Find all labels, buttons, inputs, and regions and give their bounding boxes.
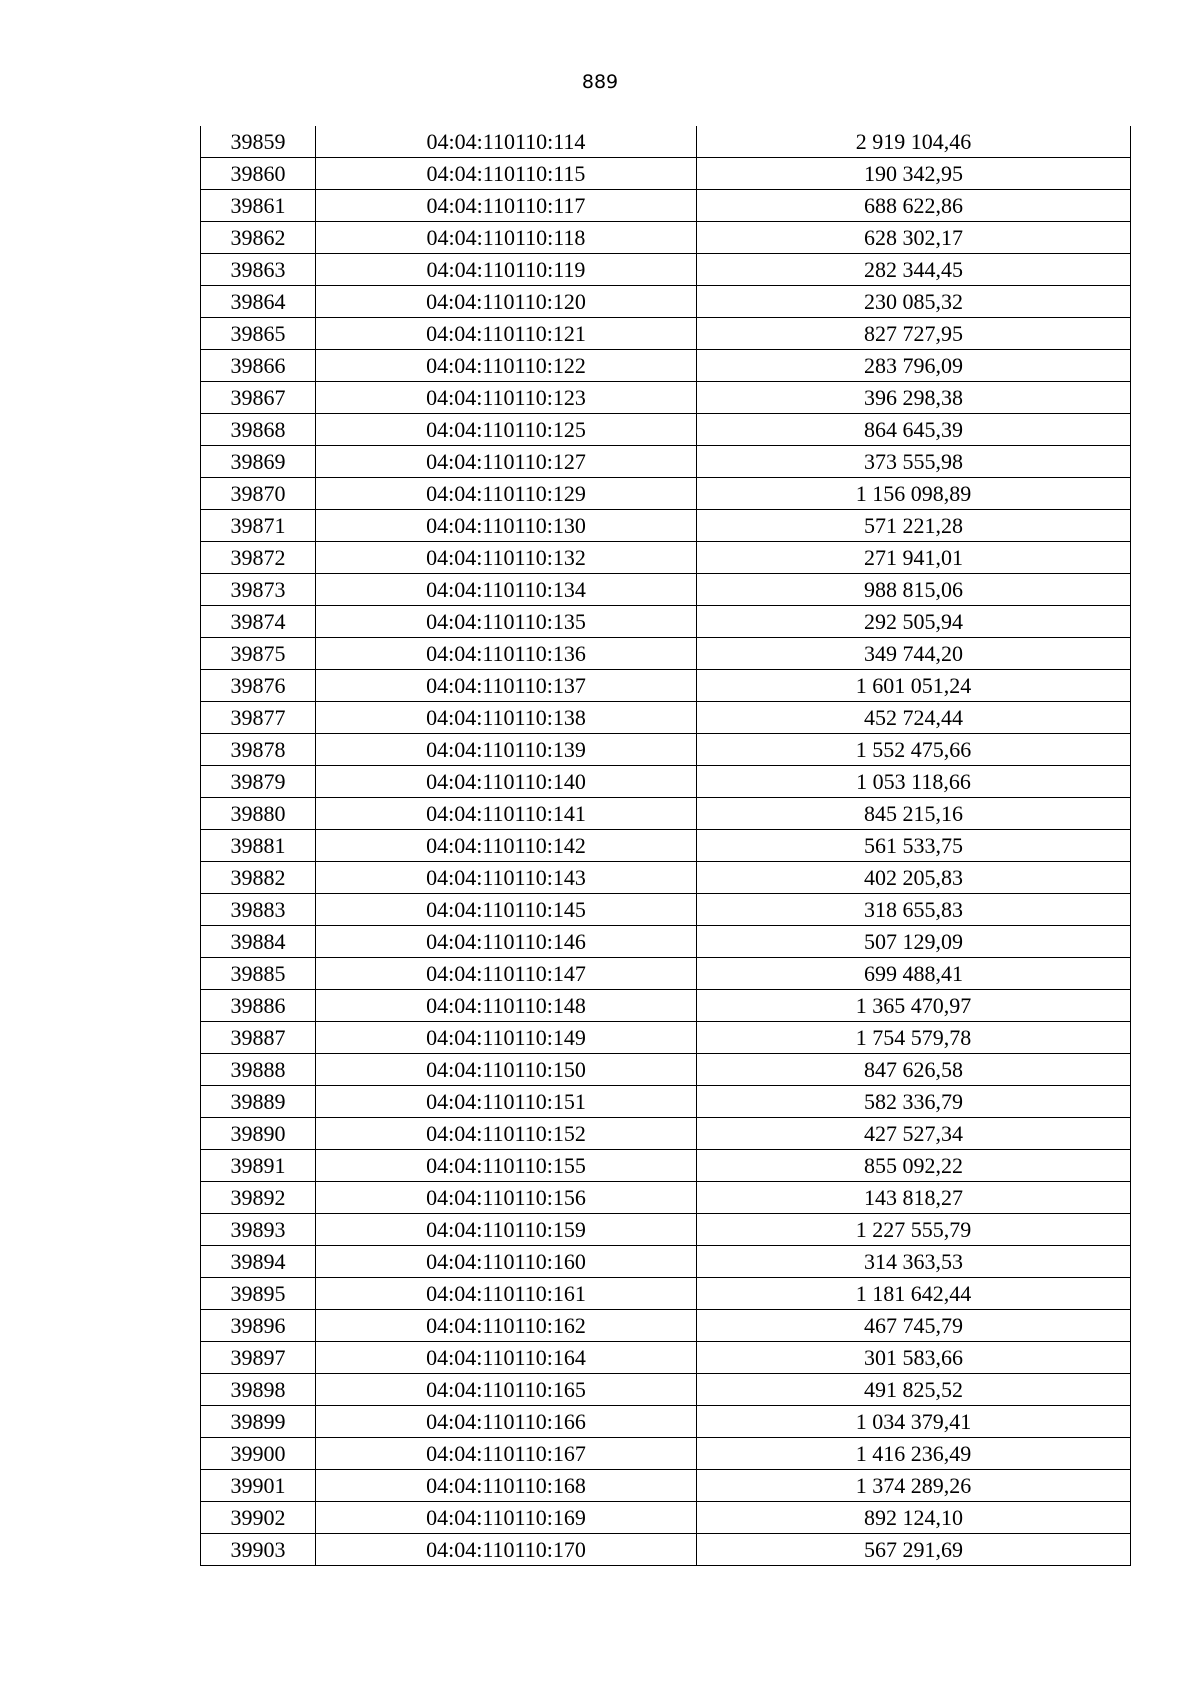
value-cell: 427 527,34 <box>697 1118 1131 1150</box>
value-cell: 452 724,44 <box>697 702 1131 734</box>
table-row <box>201 446 1131 478</box>
cadastral-number-cell: 04:04:110110:134 <box>316 574 697 606</box>
table-row <box>201 286 1131 318</box>
value-cell: 282 344,45 <box>697 254 1131 286</box>
table-row <box>201 862 1131 894</box>
row-number-cell: 39894 <box>201 1246 316 1278</box>
value-cell: 143 818,27 <box>697 1182 1131 1214</box>
table-row <box>201 1054 1131 1086</box>
table-row <box>201 1406 1131 1438</box>
cadastral-number-cell: 04:04:110110:119 <box>316 254 697 286</box>
table-row <box>201 574 1131 606</box>
value-cell: 230 085,32 <box>697 286 1131 318</box>
cadastral-number-cell: 04:04:110110:161 <box>316 1278 697 1310</box>
row-number-cell: 39868 <box>201 414 316 446</box>
cadastral-number-cell: 04:04:110110:167 <box>316 1438 697 1470</box>
row-number-cell: 39859 <box>201 126 316 158</box>
cadastral-table <box>200 126 1131 1566</box>
table-row <box>201 670 1131 702</box>
cadastral-number-cell: 04:04:110110:150 <box>316 1054 697 1086</box>
cadastral-number-cell: 04:04:110110:123 <box>316 382 697 414</box>
value-cell: 292 505,94 <box>697 606 1131 638</box>
page-number: 889 <box>581 71 619 93</box>
table-row <box>201 1182 1131 1214</box>
table-row <box>201 798 1131 830</box>
row-number-cell: 39864 <box>201 286 316 318</box>
cadastral-number-cell: 04:04:110110:132 <box>316 542 697 574</box>
row-number-cell: 39861 <box>201 190 316 222</box>
value-cell: 827 727,95 <box>697 318 1131 350</box>
value-cell: 1 601 051,24 <box>697 670 1131 702</box>
row-number-cell: 39877 <box>201 702 316 734</box>
row-number-cell: 39873 <box>201 574 316 606</box>
cadastral-number-cell: 04:04:110110:155 <box>316 1150 697 1182</box>
table-row <box>201 414 1131 446</box>
value-cell: 402 205,83 <box>697 862 1131 894</box>
row-number-cell: 39865 <box>201 318 316 350</box>
table-row <box>201 1534 1131 1566</box>
cadastral-number-cell: 04:04:110110:121 <box>316 318 697 350</box>
value-cell: 271 941,01 <box>697 542 1131 574</box>
value-cell: 988 815,06 <box>697 574 1131 606</box>
cadastral-number-cell: 04:04:110110:140 <box>316 766 697 798</box>
table-row <box>201 638 1131 670</box>
row-number-cell: 39860 <box>201 158 316 190</box>
row-number-cell: 39878 <box>201 734 316 766</box>
table-row <box>201 478 1131 510</box>
table-row <box>201 158 1131 190</box>
value-cell: 2 919 104,46 <box>697 126 1131 158</box>
table-row <box>201 542 1131 574</box>
table-row <box>201 1086 1131 1118</box>
value-cell: 283 796,09 <box>697 350 1131 382</box>
table-body <box>201 126 1131 1566</box>
table-row <box>201 1342 1131 1374</box>
table-row <box>201 1022 1131 1054</box>
table-row <box>201 606 1131 638</box>
row-number-cell: 39876 <box>201 670 316 702</box>
row-number-cell: 39881 <box>201 830 316 862</box>
cadastral-number-cell: 04:04:110110:145 <box>316 894 697 926</box>
value-cell: 467 745,79 <box>697 1310 1131 1342</box>
value-cell: 373 555,98 <box>697 446 1131 478</box>
cadastral-number-cell: 04:04:110110:156 <box>316 1182 697 1214</box>
row-number-cell: 39895 <box>201 1278 316 1310</box>
value-cell: 1 034 379,41 <box>697 1406 1131 1438</box>
value-cell: 1 552 475,66 <box>697 734 1131 766</box>
row-number-cell: 39871 <box>201 510 316 542</box>
row-number-cell: 39862 <box>201 222 316 254</box>
cadastral-number-cell: 04:04:110110:127 <box>316 446 697 478</box>
cadastral-number-cell: 04:04:110110:135 <box>316 606 697 638</box>
cadastral-number-cell: 04:04:110110:117 <box>316 190 697 222</box>
table-row <box>201 1502 1131 1534</box>
value-cell: 1 156 098,89 <box>697 478 1131 510</box>
cadastral-number-cell: 04:04:110110:147 <box>316 958 697 990</box>
value-cell: 845 215,16 <box>697 798 1131 830</box>
cadastral-number-cell: 04:04:110110:143 <box>316 862 697 894</box>
cadastral-number-cell: 04:04:110110:118 <box>316 222 697 254</box>
table-row <box>201 510 1131 542</box>
table-row <box>201 1438 1131 1470</box>
cadastral-number-cell: 04:04:110110:138 <box>316 702 697 734</box>
value-cell: 582 336,79 <box>697 1086 1131 1118</box>
cadastral-number-cell: 04:04:110110:142 <box>316 830 697 862</box>
value-cell: 318 655,83 <box>697 894 1131 926</box>
cadastral-number-cell: 04:04:110110:160 <box>316 1246 697 1278</box>
row-number-cell: 39869 <box>201 446 316 478</box>
cadastral-number-cell: 04:04:110110:170 <box>316 1534 697 1566</box>
value-cell: 301 583,66 <box>697 1342 1131 1374</box>
table-row <box>201 990 1131 1022</box>
cadastral-number-cell: 04:04:110110:148 <box>316 990 697 1022</box>
value-cell: 847 626,58 <box>697 1054 1131 1086</box>
value-cell: 507 129,09 <box>697 926 1131 958</box>
row-number-cell: 39888 <box>201 1054 316 1086</box>
table-row <box>201 350 1131 382</box>
value-cell: 561 533,75 <box>697 830 1131 862</box>
row-number-cell: 39889 <box>201 1086 316 1118</box>
row-number-cell: 39891 <box>201 1150 316 1182</box>
value-cell: 1 754 579,78 <box>697 1022 1131 1054</box>
cadastral-number-cell: 04:04:110110:114 <box>316 126 697 158</box>
cadastral-number-cell: 04:04:110110:151 <box>316 1086 697 1118</box>
table-row <box>201 1470 1131 1502</box>
cadastral-number-cell: 04:04:110110:136 <box>316 638 697 670</box>
value-cell: 190 342,95 <box>697 158 1131 190</box>
value-cell: 892 124,10 <box>697 1502 1131 1534</box>
value-cell: 571 221,28 <box>697 510 1131 542</box>
cadastral-number-cell: 04:04:110110:169 <box>316 1502 697 1534</box>
cadastral-number-cell: 04:04:110110:162 <box>316 1310 697 1342</box>
value-cell: 567 291,69 <box>697 1534 1131 1566</box>
value-cell: 349 744,20 <box>697 638 1131 670</box>
row-number-cell: 39884 <box>201 926 316 958</box>
table-row <box>201 1310 1131 1342</box>
row-number-cell: 39867 <box>201 382 316 414</box>
row-number-cell: 39902 <box>201 1502 316 1534</box>
row-number-cell: 39903 <box>201 1534 316 1566</box>
table-row <box>201 894 1131 926</box>
cadastral-number-cell: 04:04:110110:168 <box>316 1470 697 1502</box>
value-cell: 1 374 289,26 <box>697 1470 1131 1502</box>
cadastral-number-cell: 04:04:110110:164 <box>316 1342 697 1374</box>
cadastral-number-cell: 04:04:110110:125 <box>316 414 697 446</box>
row-number-cell: 39890 <box>201 1118 316 1150</box>
value-cell: 1 227 555,79 <box>697 1214 1131 1246</box>
row-number-cell: 39882 <box>201 862 316 894</box>
value-cell: 1 053 118,66 <box>697 766 1131 798</box>
row-number-cell: 39863 <box>201 254 316 286</box>
row-number-cell: 39879 <box>201 766 316 798</box>
table-row <box>201 958 1131 990</box>
value-cell: 1 416 236,49 <box>697 1438 1131 1470</box>
cadastral-number-cell: 04:04:110110:137 <box>316 670 697 702</box>
row-number-cell: 39870 <box>201 478 316 510</box>
row-number-cell: 39892 <box>201 1182 316 1214</box>
value-cell: 491 825,52 <box>697 1374 1131 1406</box>
row-number-cell: 39900 <box>201 1438 316 1470</box>
row-number-cell: 39896 <box>201 1310 316 1342</box>
table-row <box>201 382 1131 414</box>
value-cell: 396 298,38 <box>697 382 1131 414</box>
cadastral-number-cell: 04:04:110110:129 <box>316 478 697 510</box>
table-row <box>201 734 1131 766</box>
value-cell: 1 181 642,44 <box>697 1278 1131 1310</box>
row-number-cell: 39899 <box>201 1406 316 1438</box>
table-row <box>201 126 1131 158</box>
row-number-cell: 39887 <box>201 1022 316 1054</box>
cadastral-number-cell: 04:04:110110:115 <box>316 158 697 190</box>
row-number-cell: 39866 <box>201 350 316 382</box>
cadastral-number-cell: 04:04:110110:120 <box>316 286 697 318</box>
row-number-cell: 39872 <box>201 542 316 574</box>
table-row <box>201 766 1131 798</box>
table-row <box>201 830 1131 862</box>
value-cell: 855 092,22 <box>697 1150 1131 1182</box>
table-row <box>201 1246 1131 1278</box>
row-number-cell: 39897 <box>201 1342 316 1374</box>
table-row <box>201 254 1131 286</box>
table-row <box>201 1278 1131 1310</box>
cadastral-number-cell: 04:04:110110:166 <box>316 1406 697 1438</box>
table-row <box>201 702 1131 734</box>
row-number-cell: 39885 <box>201 958 316 990</box>
cadastral-number-cell: 04:04:110110:149 <box>316 1022 697 1054</box>
table-row <box>201 318 1131 350</box>
row-number-cell: 39883 <box>201 894 316 926</box>
row-number-cell: 39880 <box>201 798 316 830</box>
row-number-cell: 39901 <box>201 1470 316 1502</box>
table-row <box>201 222 1131 254</box>
row-number-cell: 39886 <box>201 990 316 1022</box>
row-number-cell: 39874 <box>201 606 316 638</box>
row-number-cell: 39875 <box>201 638 316 670</box>
cadastral-number-cell: 04:04:110110:122 <box>316 350 697 382</box>
table-row <box>201 1150 1131 1182</box>
table-row <box>201 1118 1131 1150</box>
cadastral-number-cell: 04:04:110110:141 <box>316 798 697 830</box>
value-cell: 699 488,41 <box>697 958 1131 990</box>
value-cell: 314 363,53 <box>697 1246 1131 1278</box>
cadastral-number-cell: 04:04:110110:130 <box>316 510 697 542</box>
value-cell: 864 645,39 <box>697 414 1131 446</box>
table-row <box>201 1214 1131 1246</box>
table-row <box>201 190 1131 222</box>
cadastral-number-cell: 04:04:110110:139 <box>316 734 697 766</box>
value-cell: 1 365 470,97 <box>697 990 1131 1022</box>
cadastral-number-cell: 04:04:110110:165 <box>316 1374 697 1406</box>
value-cell: 688 622,86 <box>697 190 1131 222</box>
cadastral-number-cell: 04:04:110110:152 <box>316 1118 697 1150</box>
row-number-cell: 39893 <box>201 1214 316 1246</box>
cadastral-number-cell: 04:04:110110:146 <box>316 926 697 958</box>
row-number-cell: 39898 <box>201 1374 316 1406</box>
table-row <box>201 926 1131 958</box>
table-row <box>201 1374 1131 1406</box>
value-cell: 628 302,17 <box>697 222 1131 254</box>
cadastral-number-cell: 04:04:110110:159 <box>316 1214 697 1246</box>
